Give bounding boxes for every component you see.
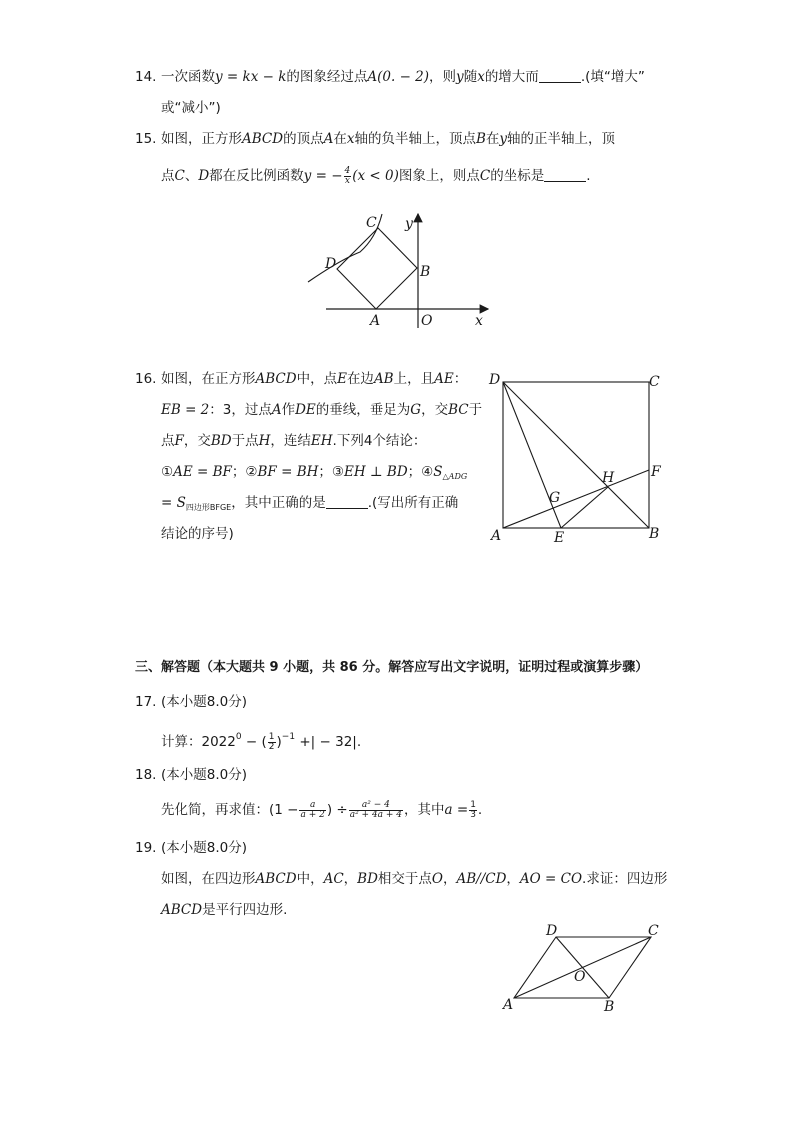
q17-expression: 计算：$2022^0$ − ( $\frac{1}{2}$ )$^{-1}$ +| − 32|. bbox=[161, 731, 362, 752]
segment-EH bbox=[561, 487, 608, 528]
label-B: B bbox=[604, 999, 615, 1015]
q16-number: 16. bbox=[135, 371, 157, 387]
square-abcd bbox=[337, 228, 417, 309]
q14-line1: 一次函数y = kx − k的图象经过点A(0. − 2)，则y随x的增大而 .(填“增大” bbox=[161, 69, 645, 85]
label-D: D bbox=[325, 256, 337, 272]
fraction-quadratic: $\frac{\text{a² − 4}}{\text{a² + 4a + 4}}$ bbox=[349, 799, 403, 820]
label-O: O bbox=[574, 969, 586, 985]
q15-line1: 如图，正方形ABCD的顶点A在x轴的负半轴上，顶点B在y轴的正半轴上，顶 bbox=[161, 131, 616, 147]
label-B: B bbox=[649, 526, 660, 542]
q16-line2: EB = 2：3，过点A作DE的垂线，垂足为G，交BC于 bbox=[161, 402, 483, 418]
label-H: H bbox=[602, 470, 615, 486]
label-G: G bbox=[549, 490, 561, 506]
diagonal-BD bbox=[556, 937, 609, 998]
label-E: E bbox=[554, 530, 565, 546]
section-heading: 三、解答题（本大题共 9 小题，共 86 分。解答应写出文字说明，证明过程或演算步骤） bbox=[135, 660, 649, 675]
label-C: C bbox=[649, 374, 660, 390]
q19-line1: 如图，在四边形ABCD中，AC，BD相交于点O，AB//CD，AO = CO.求证：四边形 bbox=[161, 871, 668, 887]
fraction-one-third: $\frac{1}{3}$ bbox=[470, 799, 476, 820]
answer-blank[interactable] bbox=[544, 167, 586, 182]
label-O: O bbox=[421, 313, 433, 329]
label-C: C bbox=[648, 923, 659, 939]
q18-score: (本小题8.0分) bbox=[161, 767, 248, 783]
q16-line6: 结论的序号) bbox=[161, 526, 234, 542]
q16-line3: 点F，交BD于点H，连结EH.下列4个结论： bbox=[161, 433, 427, 449]
fraction-a-over-a-plus-2: $\frac{a}{a + 2}$ bbox=[300, 799, 325, 820]
segment-AF bbox=[503, 470, 649, 528]
q19-figure bbox=[500, 922, 670, 1017]
q14-number: 14. bbox=[135, 69, 157, 85]
label-A: A bbox=[370, 313, 381, 329]
label-x: x bbox=[475, 313, 483, 329]
q15-number: 15. bbox=[135, 131, 157, 147]
q16-line4: ①AE = BF；②BF = BH；③EH ⊥ BD；$④S_{\triangle ADG}$ bbox=[161, 464, 468, 481]
q14-line2: 或“减小”) bbox=[161, 100, 221, 116]
q19-number: 19. bbox=[135, 840, 157, 856]
label-A: A bbox=[491, 528, 502, 544]
segment-DE bbox=[503, 382, 561, 528]
label-A: A bbox=[503, 997, 514, 1013]
label-D: D bbox=[546, 923, 558, 939]
fraction-4-over-x: $\frac{4}{x}$ bbox=[344, 165, 351, 186]
segment-DB bbox=[503, 382, 649, 528]
q19-line2: ABCD是平行四边形. bbox=[161, 902, 288, 918]
q17-number: 17. bbox=[135, 694, 157, 710]
fraction-one-half: $\frac{1}{2}$ bbox=[268, 731, 275, 752]
q17-score: (本小题8.0分) bbox=[161, 694, 248, 710]
label-D: D bbox=[489, 372, 501, 388]
label-B: B bbox=[420, 264, 431, 280]
q18-number: 18. bbox=[135, 767, 157, 783]
label-y: y bbox=[405, 216, 413, 232]
q19-score: (本小题8.0分) bbox=[161, 840, 248, 856]
answer-blank[interactable] bbox=[539, 68, 581, 83]
q16-line5: = $S_{四边形BFGE}$，其中正确的是 .(写出所有正确 bbox=[161, 495, 459, 512]
q15-line2: 点C、D都在反比例函数y = − $\frac{4}{x}$ (x < 0)图象上，则点C的坐标是 . bbox=[161, 165, 591, 186]
q15-figure bbox=[300, 208, 500, 338]
q16-line1: 如图，在正方形ABCD中，点E在边AB上，且AE： bbox=[161, 371, 468, 387]
label-C: C bbox=[366, 215, 377, 231]
label-F: F bbox=[651, 464, 661, 480]
answer-blank[interactable] bbox=[326, 494, 368, 509]
q18-expression: 先化简，再求值：(1 − $\frac{a}{a + 2}$ ) ÷ $\frac{\text{a² − 4}}{\text{a² + 4a + 4}}$ ，其中a = $\frac{1}{3}$ . bbox=[161, 799, 483, 820]
q16-figure bbox=[488, 370, 668, 546]
